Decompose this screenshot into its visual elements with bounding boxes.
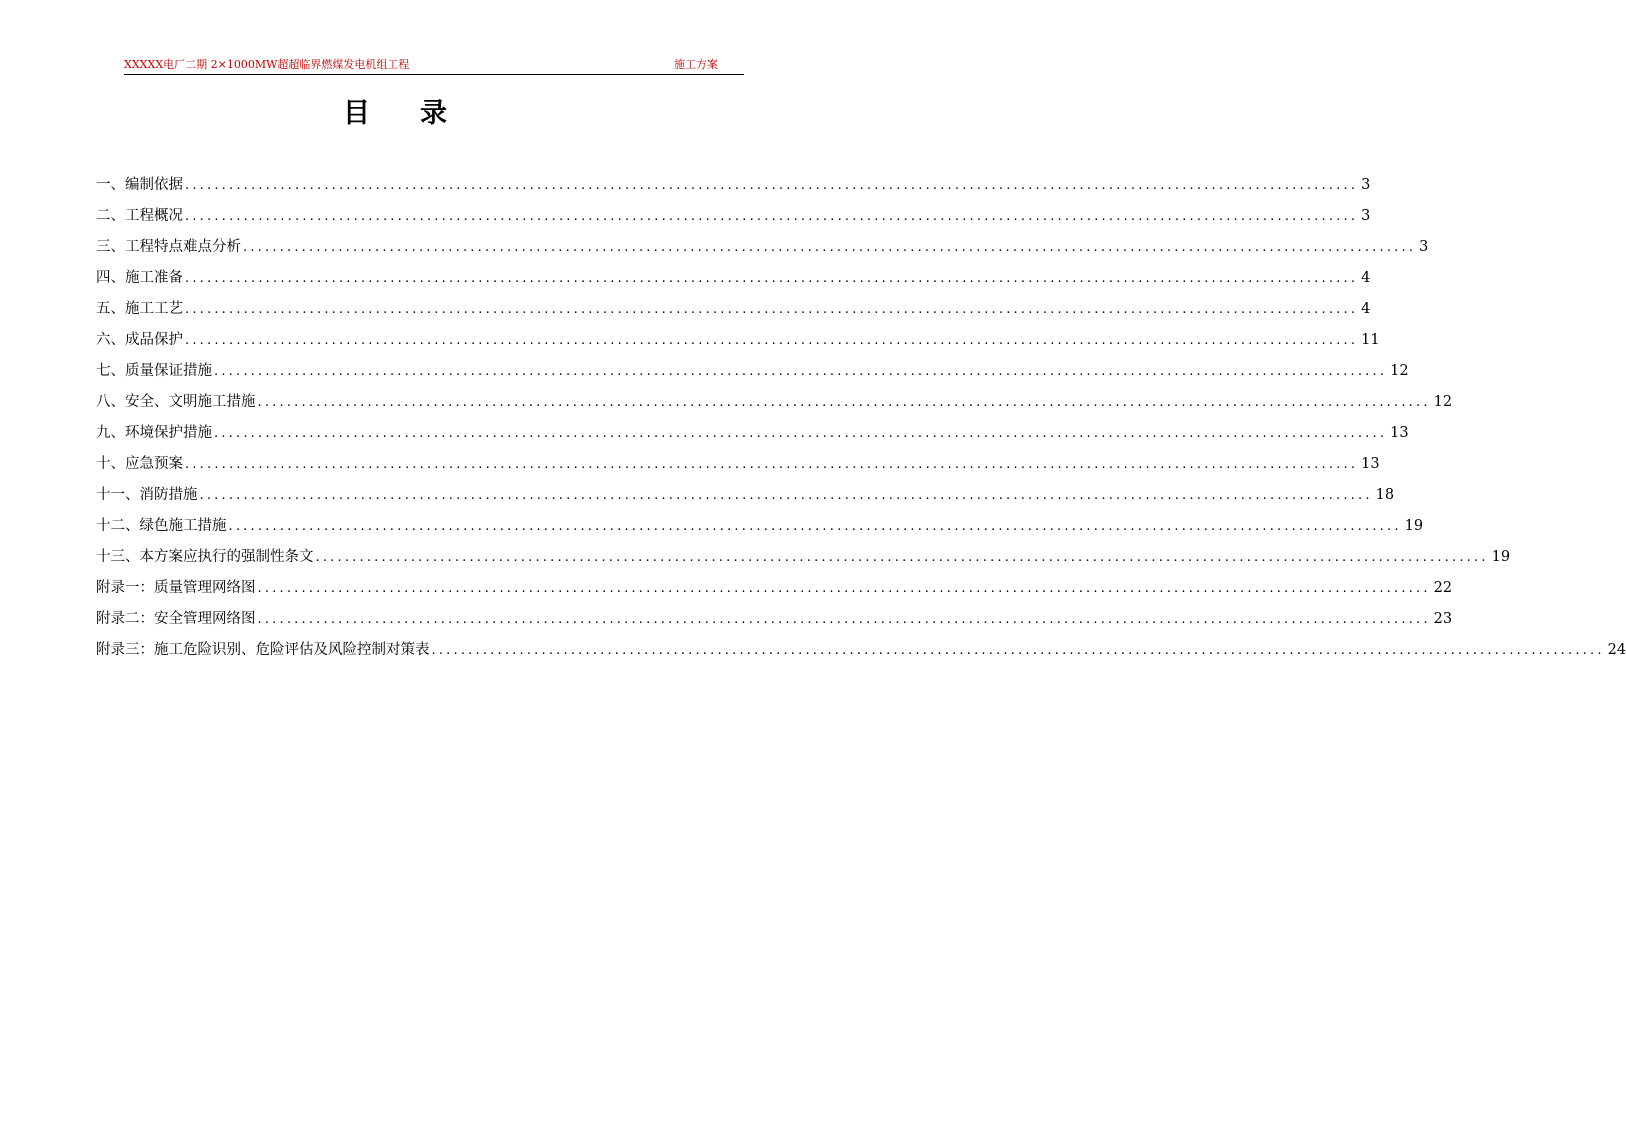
toc-entry-page: 12 [1433, 394, 1453, 410]
toc-entry[interactable] [96, 232, 1429, 263]
toc-entry-label: 附录二：安全管理网络图 [96, 611, 256, 627]
toc-entry-label: 附录三：施工危险识别、危险评估及风险控制对策表 [96, 642, 430, 658]
page-header [124, 58, 744, 75]
toc-entry[interactable] [96, 325, 1380, 356]
toc-entry-page: 3 [1361, 177, 1371, 193]
dot-leader: ................................................................................................................................................................ [185, 209, 1359, 224]
toc-entry[interactable] [96, 604, 1453, 635]
dot-leader: ................................................................................................................................................................ [185, 271, 1359, 286]
toc-entry-page: 13 [1361, 456, 1380, 472]
toc-entry-label: 六、成品保护 [96, 332, 183, 348]
toc-entry[interactable] [96, 542, 1511, 573]
toc-entry-label: 十二、绿色施工措施 [96, 518, 227, 534]
toc-entry[interactable] [96, 511, 1424, 542]
toc-entry[interactable] [96, 635, 1626, 666]
toc-entry-label: 十一、消防措施 [96, 487, 198, 503]
header-project-name: XXXXX电厂二期 2×1000MW超超临界燃煤发电机组工程 [124, 58, 410, 71]
toc-entry-label: 五、施工工艺 [96, 301, 183, 317]
toc-entry[interactable] [96, 480, 1395, 511]
toc-entry[interactable] [96, 387, 1453, 418]
toc-entry[interactable] [96, 294, 1371, 325]
toc-entry-page: 12 [1390, 363, 1409, 379]
dot-leader: ................................................................................................................................................................ [214, 364, 1388, 379]
toc-entry-page: 24 [1607, 642, 1626, 658]
toc-title: 目录 [343, 98, 497, 129]
toc-entry[interactable] [96, 449, 1380, 480]
dot-leader: ................................................................................................................................................................ [257, 581, 1431, 596]
toc-entry-label: 三、工程特点难点分析 [96, 239, 241, 255]
toc-entry[interactable] [96, 418, 1409, 449]
dot-leader: ................................................................................................................................................................ [257, 395, 1431, 410]
dot-leader: ................................................................................................................................................................ [315, 550, 1489, 565]
toc-entry[interactable] [96, 573, 1453, 604]
table-of-contents [96, 170, 1626, 666]
toc-entry[interactable] [96, 356, 1409, 387]
toc-entry-page: 19 [1491, 549, 1511, 565]
toc-entry-page: 13 [1390, 425, 1409, 441]
toc-entry-label: 八、安全、文明施工措施 [96, 394, 256, 410]
toc-entry[interactable] [96, 201, 1371, 232]
dot-leader: ................................................................................................................................................................ [185, 302, 1359, 317]
toc-entry[interactable] [96, 263, 1371, 294]
dot-leader: ................................................................................................................................................................ [431, 643, 1605, 658]
toc-entry-label: 十、应急预案 [96, 456, 183, 472]
header-document-type: 施工方案 [674, 58, 718, 71]
toc-entry-page: 4 [1361, 270, 1371, 286]
toc-entry-label: 九、环境保护措施 [96, 425, 212, 441]
toc-entry-label: 二、工程概况 [96, 208, 183, 224]
toc-entry-label: 一、编制依据 [96, 177, 183, 193]
dot-leader: ................................................................................................................................................................ [199, 488, 1373, 503]
dot-leader: ................................................................................................................................................................ [185, 333, 1359, 348]
toc-entry-page: 4 [1361, 301, 1371, 317]
toc-entry-label: 四、施工准备 [96, 270, 183, 286]
dot-leader: ................................................................................................................................................................ [257, 612, 1431, 627]
dot-leader: ................................................................................................................................................................ [185, 178, 1359, 193]
dot-leader: ................................................................................................................................................................ [185, 457, 1359, 472]
toc-entry-page: 22 [1433, 580, 1453, 596]
toc-entry-page: 18 [1375, 487, 1395, 503]
dot-leader: ................................................................................................................................................................ [214, 426, 1388, 441]
toc-entry-page: 3 [1419, 239, 1429, 255]
toc-entry-page: 3 [1361, 208, 1371, 224]
toc-entry-label: 附录一：质量管理网络图 [96, 580, 256, 596]
toc-entry[interactable] [96, 170, 1371, 201]
toc-entry-label: 十三、本方案应执行的强制性条文 [96, 549, 314, 565]
dot-leader: ................................................................................................................................................................ [228, 519, 1402, 534]
toc-entry-label: 七、质量保证措施 [96, 363, 212, 379]
toc-entry-page: 23 [1433, 611, 1453, 627]
toc-entry-page: 11 [1361, 332, 1380, 348]
toc-entry-page: 19 [1404, 518, 1424, 534]
dot-leader: ................................................................................................................................................................ [243, 240, 1417, 255]
